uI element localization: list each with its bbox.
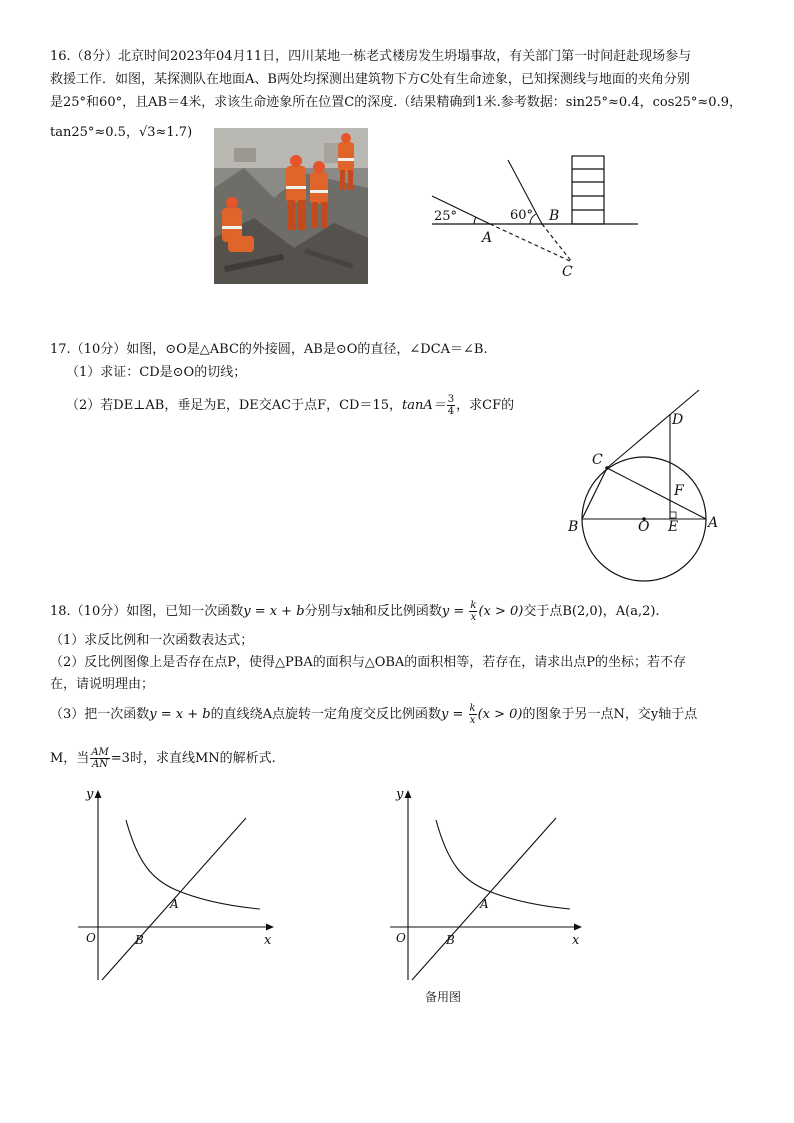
q18-line1-mid: 分别与x轴和反比例函数 — [304, 604, 442, 619]
q18-part3-y: y = — [440, 707, 468, 722]
label-a: A — [708, 515, 719, 531]
backup-figure-caption: 备用图 — [425, 990, 462, 1004]
q16-line4: tan25°≈0.5，√3≈1.7) — [50, 125, 193, 140]
inverse-function-curve — [436, 820, 570, 909]
label-d: D — [672, 412, 684, 428]
q18-part3-cond: (x > 0) — [477, 707, 523, 722]
point-a-label: A — [170, 897, 179, 911]
q17-line1: 17.（10分）如图，⊙O是△ABC的外接圆，AB是⊙O的直径，∠DCA＝∠B. — [50, 342, 488, 357]
q18-line1-pre: 18.（10分）如图，已知一次函数 — [50, 604, 244, 619]
y-axis-label: y — [396, 787, 404, 802]
q17-part2-pre: （2）若DE⊥AB，垂足为E，DE交AC于点F，CD＝15， — [66, 398, 403, 413]
x-axis-label: x — [264, 933, 272, 948]
q18-ratio-fraction — [90, 747, 109, 770]
tangent-cd — [607, 390, 699, 468]
q18-part2a: （2）反比例图像上是否存在点P，使得△PBA的面积与△OBA的面积相等，若存在，请求出点P的坐标；若不存 — [50, 655, 687, 670]
q18-func: y = x + b — [243, 604, 305, 619]
y-axis-label: y — [86, 787, 94, 802]
chord-bc — [582, 468, 607, 519]
origin-label: O — [86, 931, 96, 945]
label-e: E — [668, 519, 679, 535]
q18-k-over-x — [469, 600, 477, 623]
q18-part4-pre: M，当 — [50, 751, 90, 766]
q18-graph-backup — [390, 784, 600, 984]
q17-tan-fraction — [447, 394, 455, 417]
building-icon — [572, 156, 604, 224]
q18-y: y = — [441, 604, 469, 619]
q18-line1 — [50, 600, 660, 623]
probe-line-a-dashed — [490, 224, 572, 262]
chord-ca — [607, 468, 706, 519]
q16-figure — [430, 152, 650, 282]
frac-denominator: AN — [92, 759, 109, 770]
angle-60-label: 60° — [510, 208, 534, 223]
frac-numerator: k — [469, 703, 476, 714]
point-a-label: A — [482, 230, 493, 246]
origin-label: O — [396, 931, 406, 945]
x-axis-label: x — [572, 933, 580, 948]
q17-part2-post: ，求CF的 — [456, 398, 515, 413]
q18-part3 — [50, 703, 697, 726]
q18-part4 — [50, 747, 276, 770]
q18-part3-post: 的图象于另一点N，交y轴于点 — [522, 707, 698, 722]
frac-denominator: x — [470, 612, 477, 623]
q18-part2b: 在，请说明理由； — [50, 677, 155, 692]
q18-part3-mid: 的直线绕A点旋转一定角度交反比例函数 — [210, 707, 441, 722]
q18-part4-post: =3时，求直线MN的解析式. — [110, 751, 276, 766]
angle-25-label: 25° — [434, 209, 458, 224]
point-b-label: B — [549, 208, 560, 224]
q18-part3-k-over-x — [469, 703, 477, 726]
point-a-label: A — [480, 897, 489, 911]
q18-part1: （1）求反比例和一次函数表达式； — [50, 633, 254, 648]
label-f: F — [674, 483, 684, 499]
label-c: C — [592, 452, 603, 468]
q17-part2 — [66, 394, 514, 417]
q16-line1: 16.（8分）北京时间2023年04月11日，四川某地一栋老式楼房发生坍塌事故，有关部门第一时间赶赴现场参与 — [50, 49, 692, 64]
q16-line3: 是25°和60°，且AB＝4米，求该生命迹象所在位置C的深度.（结果精确到1米.参考数据：sin25°≈0.4，cos25°≈0.9， — [50, 95, 742, 110]
inverse-function-curve — [126, 820, 260, 909]
frac-numerator: k — [470, 600, 477, 611]
point-b-label: B — [135, 933, 144, 947]
rescue-photo — [214, 128, 368, 284]
q16-line2: 救援工作．如图，某探测队在地面A、B两处均探测出建筑物下方C处有生命迹象，已知探测线与地面的夹角分别 — [50, 72, 690, 87]
q18-cond: (x > 0) — [478, 604, 524, 619]
q17-part1: （1）求证：CD是⊙O的切线； — [66, 365, 247, 380]
q17-tan: tanA＝ — [402, 398, 446, 413]
frac-numerator: 3 — [447, 394, 455, 405]
q17-figure — [562, 386, 732, 586]
point-b-label: B — [446, 933, 455, 947]
point-c-label: C — [562, 264, 573, 280]
probe-line-b-dashed — [542, 224, 572, 262]
frac-numerator: AM — [91, 747, 109, 758]
q18-part3-pre: （3）把一次函数 — [50, 707, 150, 722]
label-b: B — [568, 519, 579, 535]
label-o: O — [638, 519, 650, 535]
q18-line1-post: 交于点B(2,0)，A(a,2). — [523, 604, 660, 619]
q18-graph-main — [78, 784, 288, 984]
frac-denominator: 4 — [447, 406, 455, 417]
q18-part3-func: y = x + b — [149, 707, 211, 722]
frac-denominator: x — [469, 715, 476, 726]
